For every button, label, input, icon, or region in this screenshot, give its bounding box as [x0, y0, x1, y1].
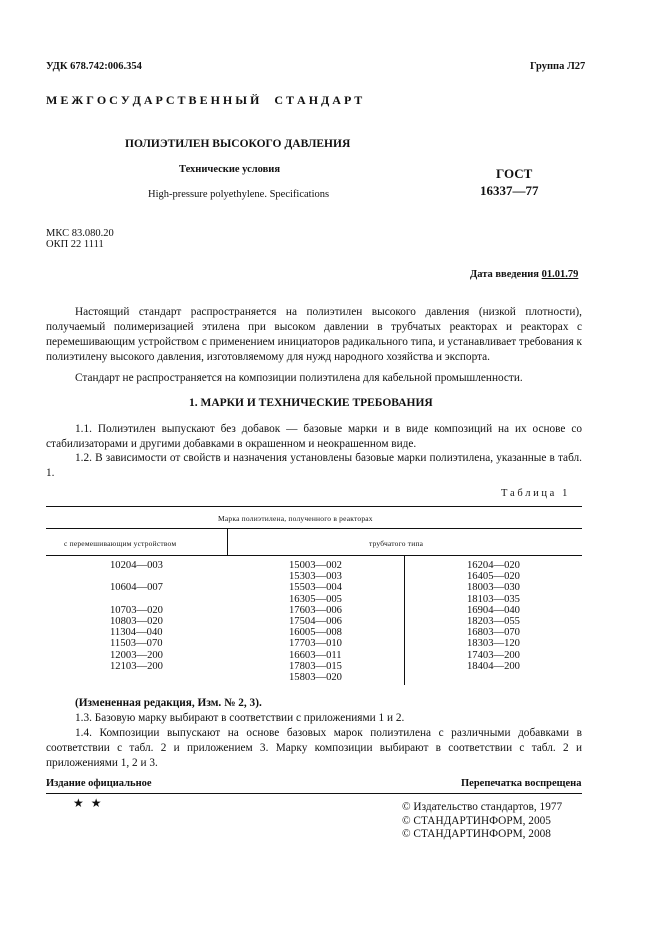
edition-note: (Измененная редакция, Изм. № 2, 3). — [75, 697, 262, 709]
table-cell: 18303—120 — [467, 638, 520, 650]
table-body-rule — [46, 555, 582, 556]
standard-banner: М Е Ж Г О С У Д А Р С Т В Е Н Н Ы Й С Т А Н Д А Р Т — [46, 93, 363, 107]
table-cell: 17603—006 — [289, 604, 342, 616]
group-code: Группа Л27 — [530, 61, 586, 72]
table-column-tubular-1 — [289, 560, 342, 683]
table-header-divider — [227, 528, 228, 555]
table-cell: 17403—200 — [467, 649, 520, 661]
clause-1-4: 1.4. Композиции выпускают на основе базовых марок полиэтилена с различными добавками в соответствии с табл. 2 и приложением 3. Марку композиции выбирают в соответствии с табл. 2 и приложениями 1, 2 и 3. — [46, 727, 582, 770]
table-cell: 10604—007 — [110, 582, 163, 594]
table-cell: 18003—030 — [467, 582, 520, 594]
table-cell: 18203—055 — [467, 615, 520, 627]
table-cell: 16005—008 — [289, 627, 342, 639]
table-cell: 17504—006 — [289, 615, 342, 627]
table-cell: 10703—020 — [110, 604, 163, 616]
intro-date-label: Дата введения — [470, 269, 539, 280]
reprint-notice: Перепечатка воспрещена — [461, 778, 582, 789]
official-edition: Издание официальное — [46, 778, 152, 789]
table-cell: 15303—003 — [289, 571, 342, 583]
table-column-tubular-2 — [467, 560, 520, 672]
table-cell: 17803—015 — [289, 660, 342, 672]
intro-date-value: 01.01.79 — [541, 269, 579, 280]
table-caption: Т а б л и ц а 1 — [501, 488, 568, 499]
table-cell: 11304—040 — [110, 627, 163, 639]
table-header-main: Марка полиэтилена, полученного в реакторах — [218, 514, 373, 523]
footer-rule — [46, 793, 582, 794]
table-cell — [110, 594, 163, 605]
table-cell: 12103—200 — [110, 660, 163, 672]
table-cell: 16204—020 — [467, 560, 520, 571]
clause-1-2: 1.2. В зависимости от свойств и назначения установлены базовые марки полиэтилена, указанные в табл. 1. — [46, 452, 582, 480]
gost-number: 16337—77 — [480, 183, 539, 198]
table-cell: 16603—011 — [289, 649, 342, 661]
table-cell: 18103—035 — [467, 593, 520, 605]
table-cell: 10204—003 — [110, 560, 163, 571]
stars-icon: ★ ★ — [73, 796, 104, 810]
table-header-rule — [46, 528, 582, 529]
table-cell — [110, 571, 163, 582]
table-cell: 12003—200 — [110, 649, 163, 661]
table-header-right: трубчатого типа — [369, 539, 424, 548]
table-cell: 18404—200 — [467, 660, 520, 672]
okp-code: ОКП 22 1111 — [46, 239, 104, 250]
copyright-line: © СТАНДАРТИНФОРМ, 2008 — [402, 828, 551, 840]
document-title: ПОЛИЭТИЛЕН ВЫСОКОГО ДАВЛЕНИЯ — [125, 138, 351, 150]
table-body-divider — [404, 555, 405, 685]
table-cell: 15803—020 — [289, 671, 342, 683]
table-cell: 16305—005 — [289, 593, 342, 605]
table-column-mixer — [110, 560, 163, 672]
table-cell: 17703—010 — [289, 638, 342, 650]
intro-paragraph-1: Настоящий стандарт распространяется на полиэтилен высокого давления (низкой плотности), получаемый полимеризацией этилена при высоком давлении в трубчатых реакторах и реакторах с перемешивающим устройством с применением инициаторов радикального типа, и устанавливает требования к полиэтилену высокого давления, изготовляемому для нужд народного хозяйства и экспорта. — [46, 306, 582, 364]
copyright-block — [402, 801, 562, 842]
table-top-rule — [46, 506, 582, 507]
english-title: High-pressure polyethylene. Specifications — [148, 189, 330, 200]
copyright-line: © СТАНДАРТИНФОРМ, 2005 — [402, 814, 551, 827]
table-cell: 10803—020 — [110, 615, 163, 627]
table-cell: 11503—070 — [110, 638, 163, 650]
table-cell: 16904—040 — [467, 604, 520, 616]
table-cell: 15503—004 — [289, 582, 342, 594]
table-cell: 16405—020 — [467, 571, 520, 583]
document-subtitle: Технические условия — [179, 164, 281, 175]
clause-1-1: 1.1. Полиэтилен выпускают без добавок — базовые марки и в виде композиций на их основе со стабилизаторами и другими добавками в окрашенном и неокрашенном виде. — [46, 423, 582, 451]
intro-paragraph-2: Стандарт не распространяется на композиции полиэтилена для кабельной промышленности. — [75, 372, 523, 384]
mks-code: МКС 83.080.20 — [46, 228, 114, 239]
table-cell: 16803—070 — [467, 627, 520, 639]
copyright-line: © Издательство стандартов, 1977 — [402, 801, 563, 813]
clause-1-3: 1.3. Базовую марку выбирают в соответствии с приложениями 1 и 2. — [75, 712, 405, 724]
table-cell: 15003—002 — [289, 560, 342, 571]
section-heading: 1. МАРКИ И ТЕХНИЧЕСКИЕ ТРЕБОВАНИЯ — [189, 397, 433, 409]
gost-label: ГОСТ — [496, 166, 533, 181]
table-header-left: с перемешивающим устройством — [64, 539, 177, 548]
intro-date — [470, 269, 578, 280]
udk-code: УДК 678.742:006.354 — [46, 61, 142, 72]
